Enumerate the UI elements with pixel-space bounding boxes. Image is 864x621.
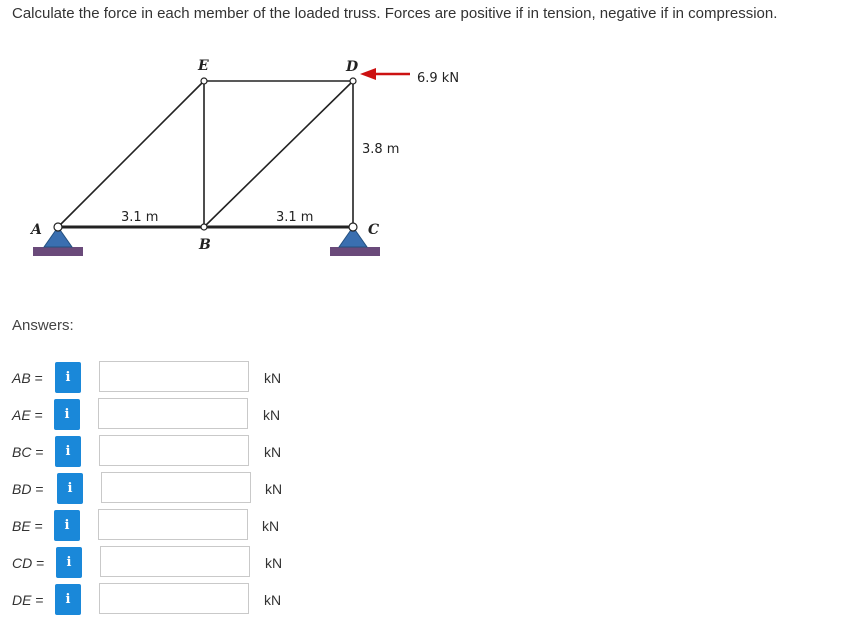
ground-left — [33, 247, 83, 256]
info-icon[interactable]: i — [55, 584, 81, 615]
answer-input-de[interactable] — [99, 583, 249, 614]
answer-row-cd — [0, 546, 320, 580]
joint-b — [201, 224, 207, 230]
answer-label-be: BE = — [12, 518, 43, 534]
span-left-label: 3.1 m — [121, 210, 159, 225]
unit-label: kN — [264, 370, 282, 386]
unit-label: kN — [265, 481, 283, 497]
info-icon[interactable]: i — [54, 510, 80, 541]
truss-diagram — [0, 0, 864, 300]
unit-label: kN — [262, 518, 280, 534]
answer-row-ab — [0, 361, 320, 395]
unit-label: kN — [264, 592, 282, 608]
node-label-a: A — [31, 222, 42, 238]
answer-row-ae — [0, 398, 320, 432]
joint-d — [350, 78, 356, 84]
answers-heading: Answers: — [12, 317, 74, 334]
info-icon[interactable]: i — [55, 362, 81, 393]
answer-input-ab[interactable] — [99, 361, 249, 392]
answer-input-ae[interactable] — [98, 398, 248, 429]
answer-input-be[interactable] — [98, 509, 248, 540]
answer-input-bc[interactable] — [99, 435, 249, 466]
unit-label: kN — [264, 444, 282, 460]
answer-row-bd — [0, 472, 320, 506]
answer-label-ae: AE = — [12, 407, 43, 423]
answer-label-ab: AB = — [12, 370, 43, 386]
answer-label-bc: BC = — [12, 444, 44, 460]
answer-row-bc — [0, 435, 320, 469]
node-label-d: D — [346, 59, 359, 75]
info-icon[interactable]: i — [56, 547, 82, 578]
ground-right — [330, 247, 380, 256]
unit-label: kN — [265, 555, 283, 571]
member-ae — [58, 81, 204, 227]
node-label-e: E — [198, 58, 209, 74]
node-label-c: C — [368, 222, 380, 238]
load-arrow — [360, 68, 410, 80]
answer-label-bd: BD = — [12, 481, 44, 497]
member-bd — [204, 81, 353, 227]
info-icon[interactable]: i — [54, 399, 80, 430]
info-icon[interactable]: i — [57, 473, 83, 504]
answer-input-bd[interactable] — [101, 472, 251, 503]
answer-label-cd: CD = — [12, 555, 45, 571]
answer-row-de — [0, 583, 320, 617]
answer-label-de: DE = — [12, 592, 44, 608]
answer-row-be — [0, 509, 320, 543]
span-right-label: 3.1 m — [276, 210, 314, 225]
unit-label: kN — [263, 407, 281, 423]
joint-e — [201, 78, 207, 84]
load-label: 6.9 kN — [417, 71, 460, 86]
height-label: 3.8 m — [362, 142, 400, 157]
node-label-b: B — [199, 237, 211, 253]
question-text: Calculate the force in each member of the loaded truss. Forces are positive if in tension, negative if in compression. — [12, 5, 778, 22]
answer-input-cd[interactable] — [100, 546, 250, 577]
info-icon[interactable]: i — [55, 436, 81, 467]
